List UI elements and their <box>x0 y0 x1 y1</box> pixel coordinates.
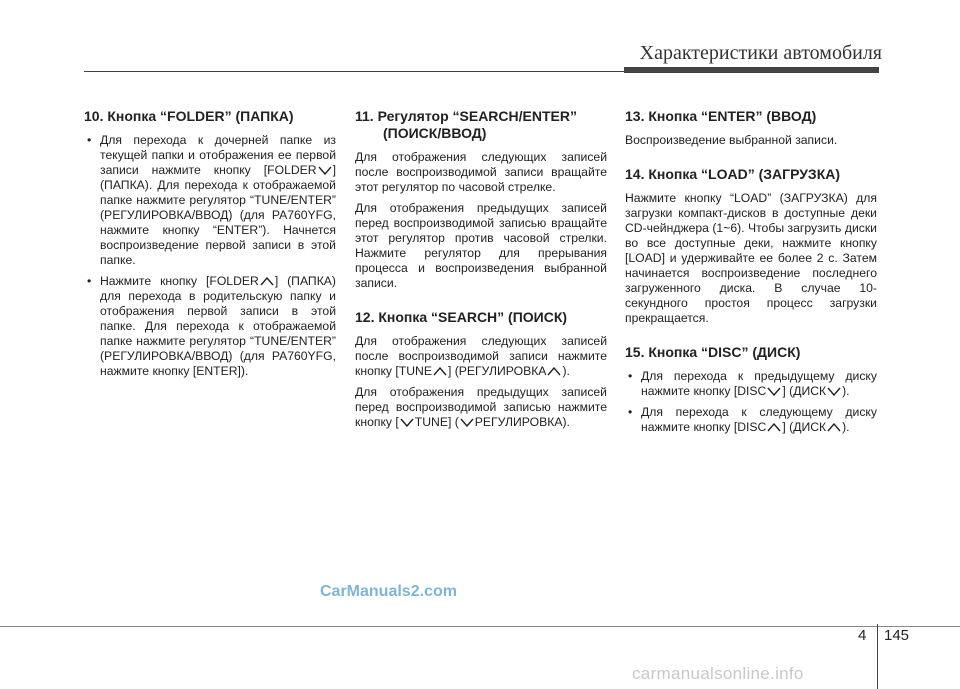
section-title: 11. Регулятор “SEARCH/ENTER” (ПОИСК/ВВОД) <box>355 108 577 141</box>
section-search-enter-knob <box>355 108 607 291</box>
section-title: 15. Кнопка “DISC” (ДИСК) <box>625 344 801 360</box>
chevron-up-icon <box>547 367 561 376</box>
bullet-list <box>84 133 336 379</box>
text-run: Нажмите кнопку [FOLDER <box>100 274 259 288</box>
watermark-link[interactable]: CarManuals2.com <box>320 583 457 600</box>
section-search-button <box>355 309 607 430</box>
list-item <box>84 274 336 379</box>
text-run: ). <box>842 384 850 398</box>
section-title: 12. Кнопка “SEARCH” (ПОИСК) <box>355 309 568 325</box>
footer-rule <box>0 626 960 627</box>
paragraph: Для отображения предыдущих записей перед воспроизводимой записью вращайте этот регулятор против часовой стрелки. Нажмите регулятор для прерывания процесса и воспроизведения выбранной записи. <box>355 201 607 290</box>
text-run: ] (РЕГУЛИРОВКА <box>447 364 547 378</box>
section-enter-button <box>625 108 877 148</box>
chevron-down-icon <box>400 418 414 427</box>
footer-divider <box>877 624 878 689</box>
paragraph <box>355 385 607 430</box>
list-item <box>625 405 877 435</box>
column-2 <box>355 108 607 448</box>
page-header-title: Характеристики автомобиля <box>639 42 882 64</box>
section-disc-button <box>625 344 877 435</box>
chevron-up-icon <box>827 423 841 432</box>
text-run: Для отображения предыдущих записей перед воспроизводимой записью нажмите кнопку [ <box>355 385 607 429</box>
text-run: Для перехода к дочерней папке из текущей папки и отображения ее первой записи нажмите кнопку [FOLDER <box>100 133 336 177</box>
chevron-up-icon <box>260 277 274 286</box>
paragraph <box>355 334 607 379</box>
section-title: 13. Кнопка “ENTER” (ВВОД) <box>625 108 817 124</box>
text-run: Для отображения следующих записей после воспроизводимой записи нажмите кнопку [TUNE <box>355 334 607 378</box>
list-item <box>84 133 336 268</box>
bullet-list <box>625 369 877 435</box>
chevron-up-icon <box>433 367 447 376</box>
text-run: ). <box>842 420 850 434</box>
text-run: ). <box>562 364 570 378</box>
text-run: ] (ПАПКА). Для перехода к отображаемой папке нажмите регулятор “TUNE/ENTER” (РЕГУЛИРОВКА/ВВОД) (для PA760YFG, нажмите кнопку “ENTER”). Начнется воспроизведение первой записи в этой папке. <box>100 163 336 267</box>
paragraph: Воспроизведение выбранной записи. <box>625 133 838 147</box>
chapter-number: 4 <box>858 627 867 644</box>
section-load-button <box>625 166 877 326</box>
chevron-down-icon <box>460 418 474 427</box>
header-rule-accent <box>624 67 879 73</box>
chevron-up-icon <box>767 423 781 432</box>
chevron-down-icon <box>767 387 781 396</box>
paragraph: Для отображения следующих записей после воспроизводимой записи вращайте этот регулятор по часовой стрелке. <box>355 150 607 194</box>
text-run: TUNE] ( <box>414 415 459 429</box>
section-title: 14. Кнопка “LOAD” (ЗАГРУЗКА) <box>625 166 841 182</box>
text-run: Для перехода к предыдущему диску нажмите кнопку [DISC <box>641 369 877 398</box>
page-number: 145 <box>884 627 910 644</box>
chevron-down-icon <box>827 387 841 396</box>
text-run: РЕГУЛИРОВКА). <box>474 415 570 429</box>
text-run: Для перехода к следующему диску нажмите кнопку [DISC <box>641 405 877 434</box>
list-item <box>625 369 877 399</box>
column-3 <box>625 108 877 453</box>
section-title: 10. Кнопка “FOLDER” (ПАПКА) <box>84 108 294 124</box>
footer-watermark: carmanualsonline.info <box>632 664 804 683</box>
text-run: ] (ДИСК <box>782 420 827 434</box>
text-run: ] (ДИСК <box>782 384 827 398</box>
text-run: ] (ПАПКА) для перехода в родительскую папку и отображения первой записи в этой папке. Для перехода к отображаемой папке нажмите регулятор “TUNE/ENTER” (РЕГУЛИРОВКА/ВВОД) (для PA760YFG, нажмите кнопку [ENTER]). <box>100 274 336 378</box>
chevron-down-icon <box>318 166 332 175</box>
column-1 <box>84 108 336 397</box>
header-rule <box>84 71 624 72</box>
section-folder-button <box>84 108 336 379</box>
paragraph: Нажмите кнопку “LOAD” (ЗАГРУЗКА) для загрузки компакт-дисков в доступные деки CD-чейнджера (1~6). Чтобы загрузить диски во все доступные деки, нажмите кнопку [LOAD] и удерживайте ее более 2 с. Затем начинается воспроизведение последнего загруженного диска. В случае 10-секундного простоя процесс загрузки прекращается. <box>625 191 877 325</box>
